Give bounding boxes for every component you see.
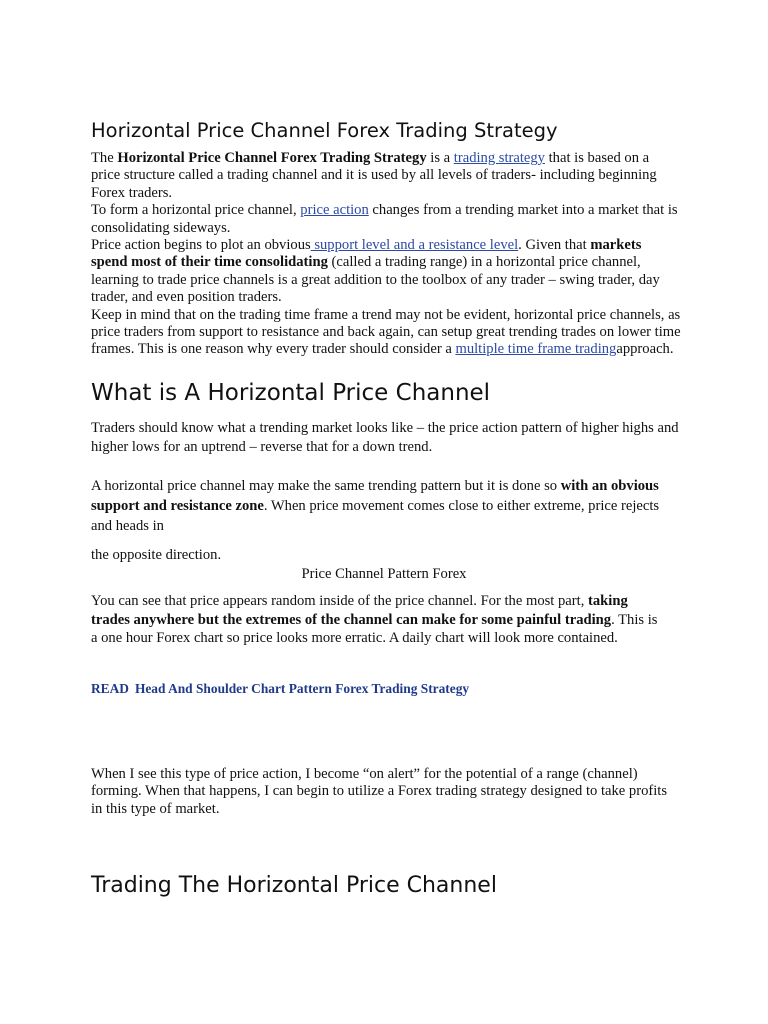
intro-text: . Given that	[518, 237, 591, 254]
paragraph-text: . When price movement comes close to either extreme, price rejects and heads in	[91, 498, 660, 534]
on-alert-paragraph: When I see this type of price action, I become “on alert” for the potential of a range (channel) forming. When that happens, I can begin to utilize a Forex trading strategy designed to take profits in this type of market.	[91, 766, 668, 817]
intro-text: (called a trading range) in a horizontal price channel, learning to trade price channels is a great addition to the toolbox of any trader – swing trader, day trader, and even position traders.	[91, 254, 660, 306]
intro-text: The	[91, 150, 118, 166]
section-heading-what-is: What is A Horizontal Price Channel	[91, 380, 491, 406]
intro-text: changes from a trending market into a market that is consolidating sideways.	[91, 202, 678, 236]
support-resistance-link[interactable]: support level and a resistance level	[310, 237, 519, 254]
paragraph-text: A horizontal price channel may make the same trending pattern but it is done so	[91, 478, 561, 494]
paragraph-text: . This is a one hour Forex chart so price looks more erratic. A daily chart will look more contained.	[91, 611, 658, 646]
intro-paragraph	[91, 150, 681, 359]
painful-trading-bold: taking trades anywhere but the extremes of the channel can make for some painful trading	[91, 593, 628, 628]
intro-text: Price action begins to plot an obvious	[91, 237, 311, 254]
intro-text: Keep in mind that on the trading time frame a trend may not be evident, horizontal price channels, as price traders from support to resistance and back again, can setup great trending trades on lower time frames. This is one reason why every trader should consider a	[91, 306, 681, 358]
trading-strategy-link[interactable]: trading strategy	[453, 150, 545, 166]
consolidating-bold: markets spend most of their time consolidating	[91, 237, 642, 271]
page-title: Horizontal Price Channel Forex Trading Strategy	[91, 119, 558, 142]
read-more-title: Head And Shoulder Chart Pattern Forex Trading Strategy	[134, 681, 470, 696]
multiple-time-frame-link[interactable]: multiple time frame trading	[455, 341, 617, 358]
strategy-name-bold: Horizontal Price Channel Forex Trading Strategy	[117, 150, 427, 166]
intro-text: To form a horizontal price channel,	[91, 202, 301, 219]
read-tag: READ	[91, 681, 129, 696]
price-action-link[interactable]: price action	[300, 202, 369, 219]
intro-text: that is based on a price structure called a trading channel and it is used by all levels of traders- including beginning Forex traders.	[91, 150, 657, 201]
trending-market-paragraph: Traders should know what a trending market looks like – the price action pattern of higher highs and higher lows for an uptrend – reverse that for a down trend.	[91, 420, 679, 455]
intro-text: is a	[426, 150, 454, 166]
paragraph-text: You can see that price appears random inside of the price channel. For the most part,	[91, 593, 588, 609]
chart-caption: Price Channel Pattern Forex	[301, 566, 467, 582]
channel-pattern-paragraph	[91, 476, 683, 536]
intro-text: approach.	[616, 341, 674, 358]
read-more-link[interactable]	[91, 681, 469, 697]
random-price-paragraph	[91, 592, 666, 648]
support-resistance-zone-bold: with an obvious support and resistance zone	[91, 478, 659, 514]
section-heading-trading: Trading The Horizontal Price Channel	[91, 873, 497, 898]
opposite-direction-text: the opposite direction.	[91, 547, 222, 563]
